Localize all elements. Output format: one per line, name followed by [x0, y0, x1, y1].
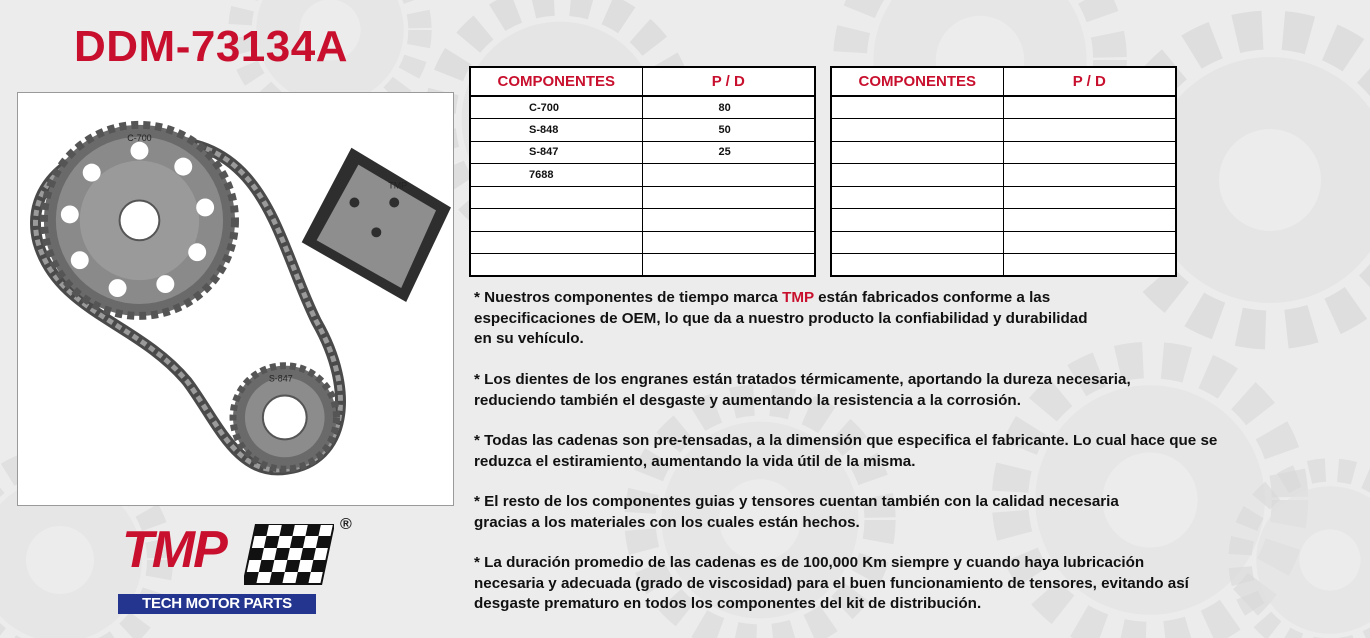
note-heat-treatment: [474, 370, 1131, 411]
sprocket-marking: C-700: [127, 132, 152, 143]
note-line: [474, 288, 1088, 309]
component-cell: [831, 209, 1003, 232]
sprocket-marking-small: S-847: [268, 373, 293, 384]
table-row: [470, 231, 815, 254]
note-text: están fabricados conforme a las: [813, 289, 1051, 306]
brand-highlight: TMP: [782, 289, 814, 306]
table-row: [831, 186, 1176, 209]
component-cell: S-847: [470, 141, 642, 164]
pd-cell: [642, 231, 815, 254]
component-cell: C-700: [470, 96, 642, 119]
note-oem-spec: [474, 288, 1088, 350]
component-cell: [831, 254, 1003, 277]
note-chain-lifespan: [474, 553, 1189, 615]
brand-name: TMP: [122, 521, 226, 579]
component-cell: [470, 186, 642, 209]
column-header-components: COMPONENTES: [831, 67, 1003, 96]
table-row: [470, 254, 815, 277]
pd-cell: [1003, 96, 1176, 119]
table-row: [831, 231, 1176, 254]
table-row: [470, 209, 815, 232]
note-line: gracias a los materiales con los cuales están hechos.: [474, 513, 860, 531]
component-cell: [831, 164, 1003, 187]
timing-kit-illustration: [18, 93, 453, 505]
table-row: [831, 164, 1176, 187]
tensioner-marking: TMP: [388, 180, 408, 191]
product-photo: [17, 92, 454, 506]
note-line: especificaciones de OEM, lo que da a nuestro producto la confiabilidad y durabilidad: [474, 309, 1088, 327]
pd-cell: [642, 164, 815, 187]
product-code-title: DDM-73134A: [74, 22, 348, 71]
pd-cell: [1003, 231, 1176, 254]
note-line: * La duración promedio de las cadenas es de 100,000 Km siempre y cuando haya lubricación: [474, 554, 1145, 571]
small-sprocket: [233, 366, 336, 469]
table-row: [831, 141, 1176, 164]
note-pretensioned-chains: [474, 431, 1217, 472]
brand-logo: [116, 516, 356, 616]
column-header-components: COMPONENTES: [470, 67, 642, 96]
large-sprocket: [44, 125, 235, 316]
pd-cell: 80: [642, 96, 815, 119]
pd-cell: [1003, 209, 1176, 232]
note-line: * Los dientes de los engranes están tratados térmicamente, aportando la dureza necesaria,: [474, 371, 1131, 388]
component-cell: [470, 231, 642, 254]
pd-cell: [1003, 141, 1176, 164]
table-header-row: [470, 67, 815, 96]
component-cell: 7688: [470, 164, 642, 187]
column-header-pd: P / D: [1003, 67, 1176, 96]
note-line: * El resto de los componentes guias y tensores cuentan también con la calidad necesaria: [474, 493, 1119, 510]
component-cell: [470, 209, 642, 232]
note-guides-tensioners: [474, 492, 1119, 533]
pd-cell: [1003, 254, 1176, 277]
table-row: [470, 141, 815, 164]
components-table-right: [830, 66, 1177, 277]
column-header-pd: P / D: [642, 67, 815, 96]
pd-cell: [642, 186, 815, 209]
table-row: [831, 96, 1176, 119]
pd-cell: [642, 254, 815, 277]
brand-tagline: TECH MOTOR PARTS: [118, 594, 316, 614]
note-line: reduzca el estiramiento, aumentando la vida útil de la misma.: [474, 452, 916, 470]
component-cell: [831, 186, 1003, 209]
component-cell: [831, 141, 1003, 164]
table-row: [470, 186, 815, 209]
note-line: desgaste prematuro en todos los componentes del kit de distribución.: [474, 595, 982, 612]
table-row: [470, 96, 815, 119]
component-cell: [831, 119, 1003, 142]
component-cell: [470, 254, 642, 277]
pd-cell: 50: [642, 119, 815, 142]
pd-cell: [1003, 164, 1176, 187]
pd-cell: [1003, 119, 1176, 142]
note-text: * Nuestros componentes de tiempo marca: [474, 289, 783, 306]
pd-cell: 25: [642, 141, 815, 164]
table-row: [831, 209, 1176, 232]
component-cell: [831, 231, 1003, 254]
component-cell: [831, 96, 1003, 119]
pd-cell: [1003, 186, 1176, 209]
checkered-flag-icon: [244, 524, 334, 586]
chain-tensioner: [302, 148, 451, 302]
note-line: necesaria y adecuada (grado de viscosidad) para el buen funcionamiento de tensores, evitando así: [474, 574, 1189, 592]
pd-cell: [642, 209, 815, 232]
component-cell: S-848: [470, 119, 642, 142]
registered-mark: ®: [340, 516, 352, 533]
table-row: [470, 164, 815, 187]
table-row: [470, 119, 815, 142]
note-line: * Todas las cadenas son pre-tensadas, a la dimensión que especifica el fabricante. Lo cual hace que se: [474, 432, 1218, 449]
note-line: en su vehículo.: [474, 330, 584, 347]
table-row: [831, 254, 1176, 277]
note-line: reduciendo también el desgaste y aumentando la resistencia a la corrosión.: [474, 391, 1021, 409]
components-table-left: [469, 66, 816, 277]
table-header-row: [831, 67, 1176, 96]
table-row: [831, 119, 1176, 142]
